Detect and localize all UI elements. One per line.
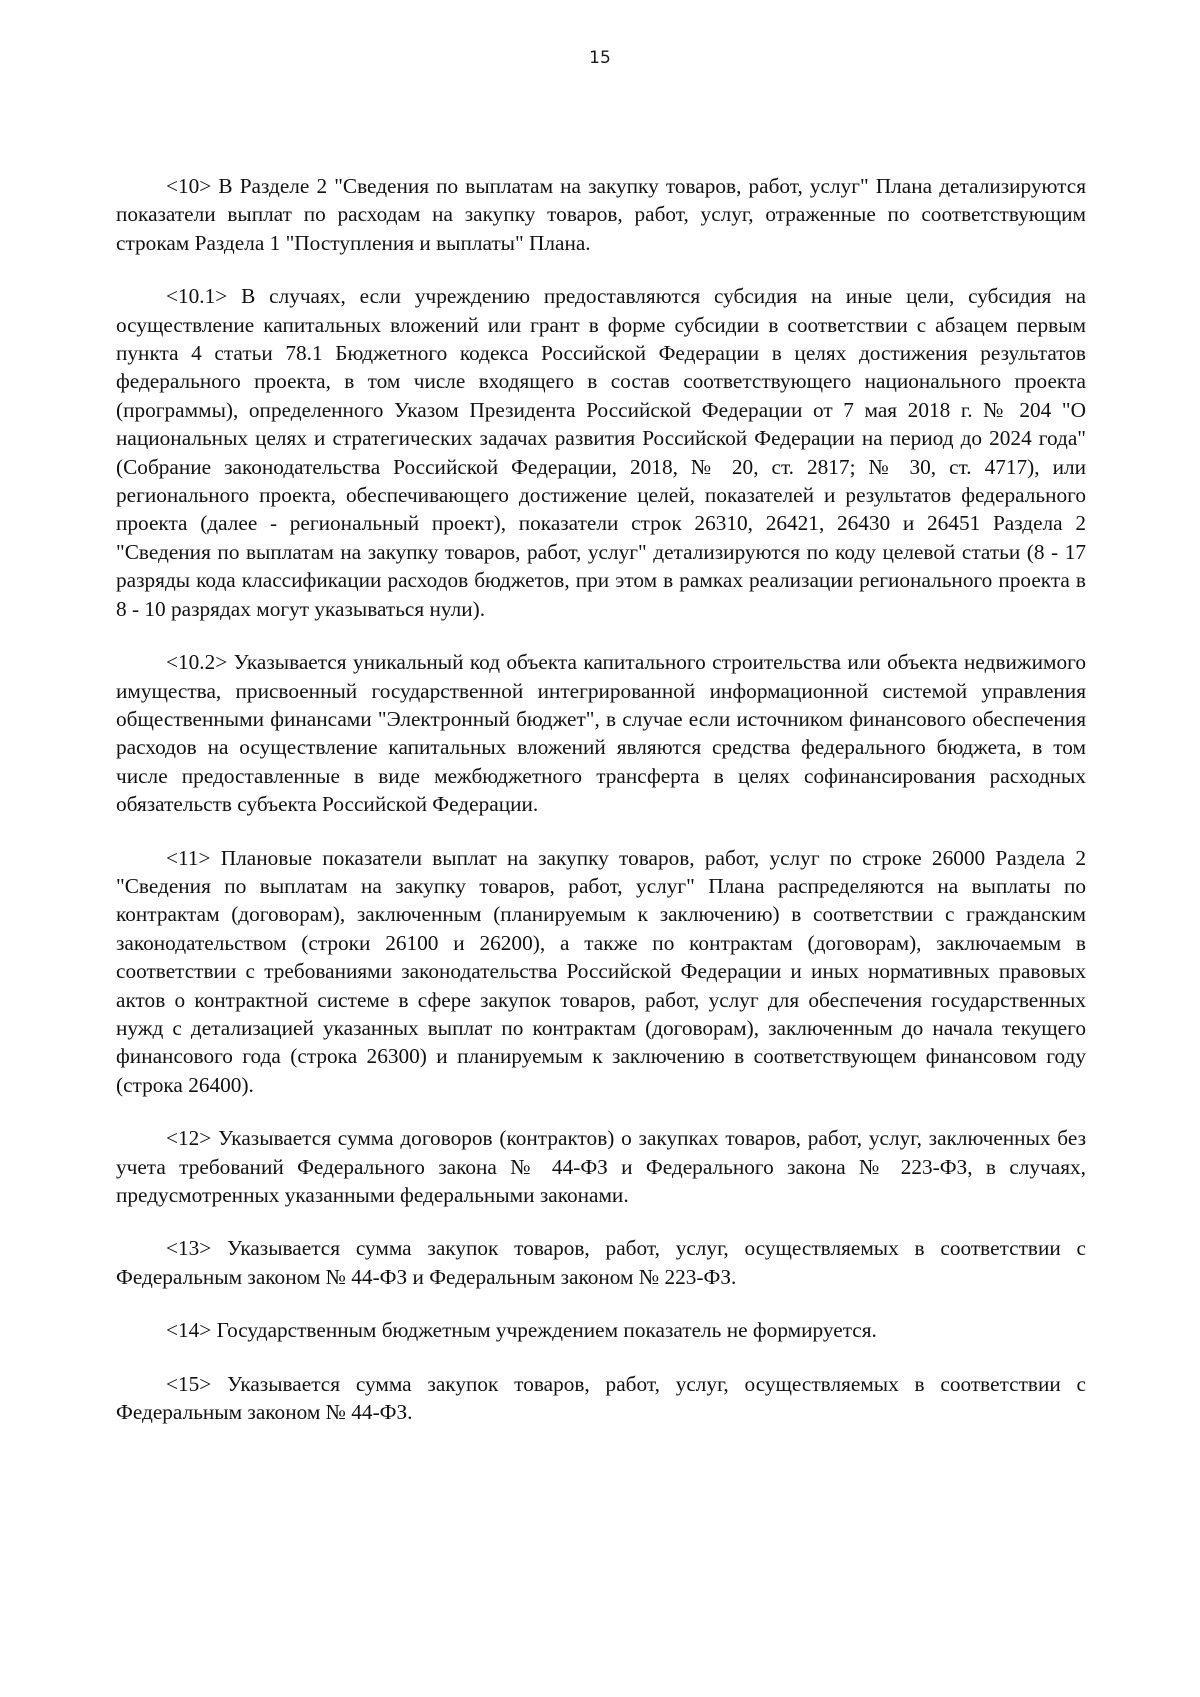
footnote-15: <15> Указывается сумма закупок товаров, работ, услуг, осуществляемых в соответствии с Федеральным законом № 44-ФЗ.	[116, 1371, 1086, 1425]
footnote-13: <13> Указывается сумма закупок товаров, работ, услуг, осуществляемых в соответствии с Федеральным законом № 44-ФЗ и Федеральным законом № 223-ФЗ.	[116, 1236, 1086, 1289]
footnote-12: <12> Указывается сумма договоров (контрактов) о закупках товаров, работ, услуг, заключенных без учета требований Федерального закона № 44-ФЗ и Федерального закона № 223-ФЗ, в случаях, предусмотренных указанными федеральными законами.	[116, 1126, 1086, 1207]
footnote-10-1: <10.1> В случаях, если учреждению предоставляются субсидия на иные цели, субсидия на осуществление капитальных вложений или грант в форме субсидии в соответствии с абзацем первым пункта 4 статьи 78.1 Бюджетного кодекса Российской Федерации в целях достижения результатов федерального проекта, в том числе входящего в состав соответствующего национального проекта (программы), определенного Указом Президента Российской Федерации от 7 мая 2018 г. № 204 "О национальных целях и стратегических задачах развития Российской Федерации на период до 2024 года" (Собрание законодательства Российской Федерации, 2018, № 20, ст. 2817; № 30, ст. 4717), или регионального проекта, обеспечивающего достижение целей, показателей и результатов федерального проекта (далее - региональный проект), показатели строк 26310, 26421, 26430 и 26451 Раздела 2 "Сведения по выплатам на закупку товаров, работ, услуг" детализируются по коду целевой статьи (8 - 17 разряды кода классификации расходов бюджетов, при этом в рамках реализации регионального проекта в 8 - 10 разрядах могут указываться нули).	[116, 284, 1086, 621]
footnote-10-2: <10.2> Указывается уникальный код объекта капитального строительства или объекта недвижимого имущества, присвоенный государственной интегрированной информационной системой управления общественными финансами "Электронный бюджет", в случае если источником финансового обеспечения расходов на осуществление капитальных вложений являются средства федерального бюджета, в том числе предоставленные в виде межбюджетного трансферта в целях софинансирования расходных обязательств субъекта Российской Федерации.	[116, 650, 1086, 817]
footnote-11: <11> Плановые показатели выплат на закупку товаров, работ, услуг по строке 26000 Раздела 2 "Сведения по выплатам на закупку товаров, работ, услуг" Плана распределяются на выплаты по контрактам (договорам), заключенным (планируемым к заключению) в соответствии с гражданским законодательством (строки 26100 и 26200), а также по контрактам (договорам), заключаемым в соответствии с требованиями законодательства Российской Федерации и иных нормативных правовых актов о контрактной системе в сфере закупок товаров, работ, услуг для обеспечения государственных нужд с детализацией указанных выплат по контрактам (договорам), заключенным до начала текущего финансового года (строка 26300) и планируемым к заключению в соответствующем финансовом году (строка 26400).	[116, 845, 1086, 1097]
page-number: 15	[589, 48, 611, 68]
footnote-10: <10> В Разделе 2 "Сведения по выплатам на закупку товаров, работ, услуг" Плана детализируются показатели выплат по расходам на закупку товаров, работ, услуг, отраженные по соответствующим строкам Раздела 1 "Поступления и выплаты" Плана.	[116, 174, 1086, 255]
footnote-14: <14> Государственным бюджетным учреждением показатель не формируется.	[166, 1318, 877, 1343]
footnotes-body	[116, 172, 1086, 1451]
